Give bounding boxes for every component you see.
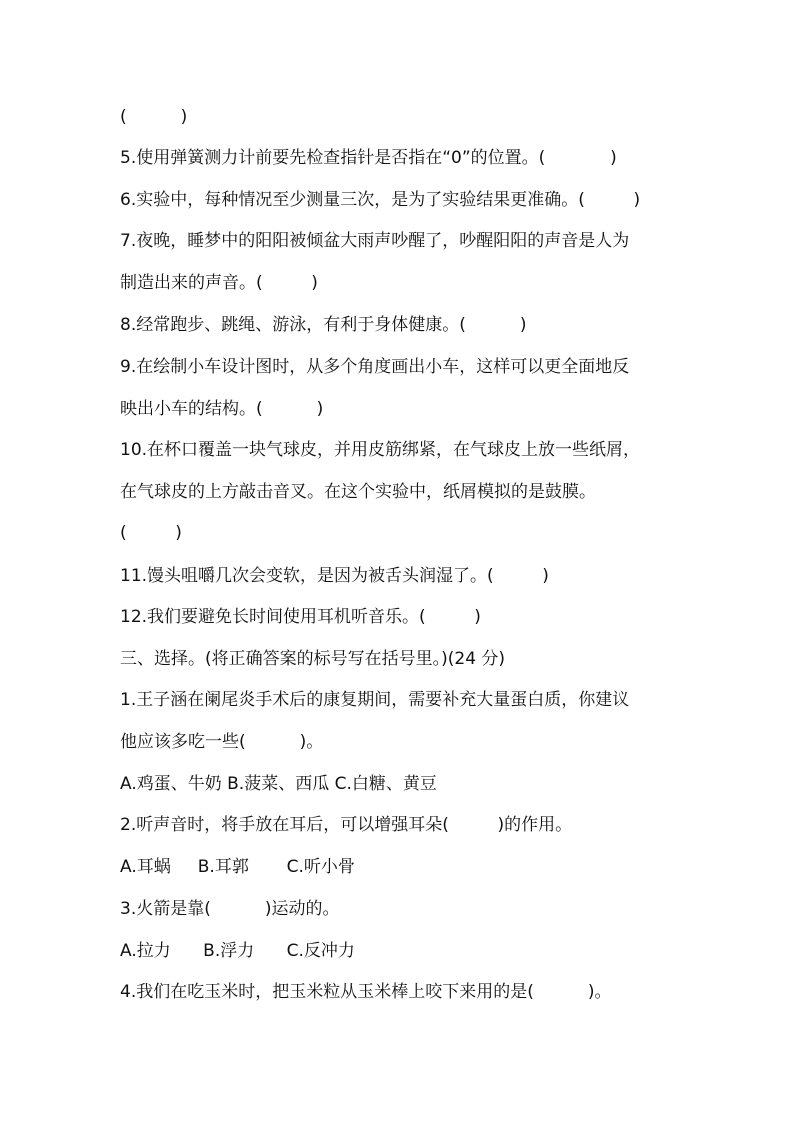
mc-question-2-options: A.耳蜗 B.耳郭 C.听小骨 [120, 857, 355, 877]
mc-question-1-options: A.鸡蛋、牛奶 B.菠菜、西瓜 C.白糖、黄豆 [120, 774, 437, 794]
mc-question-3: 3.火箭是靠( )运动的。 [120, 899, 340, 919]
question-10-line-1: 10.在杯口覆盖一块气球皮，并用皮筋绑紧，在气球皮上放一些纸屑， [120, 440, 641, 460]
section-heading: 三、选择。(将正确答案的标号写在括号里。)(24 分) [120, 649, 506, 669]
mc-question-3-options: A.拉力 B.浮力 C.反冲力 [120, 941, 355, 961]
question-7-line-2: 制造出来的声音。( ) [120, 273, 318, 293]
question-6: 6.实验中，每种情况至少测量三次，是为了实验结果更准确。( ) [120, 190, 641, 210]
question-11: 11.馒头咀嚼几次会变软，是因为被舌头润湿了。( ) [120, 566, 549, 586]
question-9-line-2: 映出小车的结构。( ) [120, 399, 324, 419]
mc-question-2: 2.听声音时，将手放在耳后，可以增强耳朵( )的作用。 [120, 815, 573, 835]
question-10-line-2: 在气球皮的上方敲击音叉。在这个实验中，纸屑模拟的是鼓膜。 [120, 482, 596, 502]
question-8: 8.经常跑步、跳绳、游泳，有利于身体健康。( ) [120, 315, 527, 335]
question-5: 5.使用弹簧测力计前要先检查指针是否指在“0”的位置。( ) [120, 148, 617, 168]
question-12: 12.我们要避免长时间使用耳机听音乐。( ) [120, 607, 481, 627]
mc-question-1-line-1: 1.王子涵在阑尾炎手术后的康复期间，需要补充大量蛋白质，你建议 [120, 690, 630, 710]
mc-question-1-line-2: 他应该多吃一些( )。 [120, 732, 324, 752]
question-7-line-1: 7.夜晚，睡梦中的阳阳被倾盆大雨声吵醒了，吵醒阳阳的声音是人为 [120, 231, 630, 251]
mc-question-4: 4.我们在吃玉米时，把玉米粒从玉米棒上咬下来用的是( )。 [120, 982, 612, 1002]
answer-blank-line: ( ) [120, 107, 188, 127]
question-9-line-1: 9.在绘制小车设计图时，从多个角度画出小车，这样可以更全面地反 [120, 357, 630, 377]
answer-blank-line: ( ) [120, 523, 182, 543]
